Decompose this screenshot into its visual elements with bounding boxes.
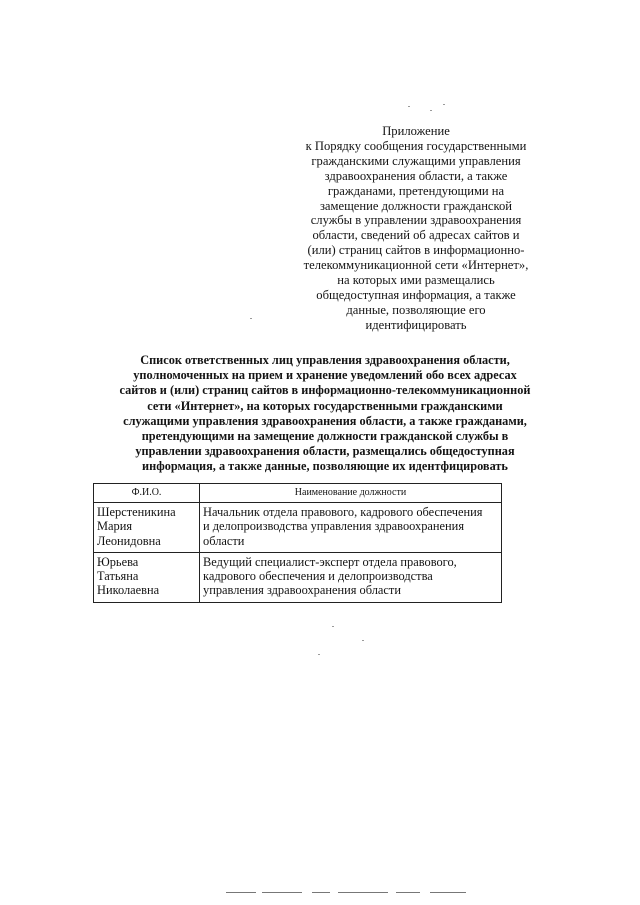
title-line: информация, а также данные, позволяющие их идентфицировать (142, 459, 508, 474)
scan-speck (408, 106, 410, 107)
position-line: Ведущий специалист-эксперт отдела правового, (203, 554, 457, 569)
appendix-line: общедоступная информация, а также (316, 287, 516, 302)
appendix-note (294, 124, 538, 333)
cell-full-name (94, 503, 200, 553)
position-line: Начальник отдела правового, кадрового обеспечения (203, 505, 483, 519)
appendix-line: телекоммуникационной сети «Интернет», (303, 258, 529, 273)
scan-speck (250, 318, 252, 319)
scan-speck (362, 640, 364, 641)
surname: Шерстеникина (97, 505, 176, 519)
appendix-line: здравоохранения области, а также (324, 168, 508, 183)
responsible-persons-table (93, 483, 502, 603)
title-line: Список ответственных лиц управления здравоохранения области, (140, 353, 510, 367)
table-header-row (94, 484, 502, 503)
title-line: служащими управления здравоохранения области, а также гражданами, (123, 413, 527, 428)
table-row (94, 503, 502, 553)
scan-edge-mark (338, 892, 388, 893)
appendix-line: гражданами, претендующими на (327, 183, 505, 198)
appendix-line: службы в управлении здравоохранения (310, 213, 522, 228)
first-name: Мария (97, 519, 133, 534)
header-position: Наименование должности (200, 484, 502, 503)
position-line: управления здравоохранения области (203, 583, 401, 598)
surname: Юрьева (97, 554, 139, 569)
scan-speck (318, 654, 320, 655)
title-line: управлении здравоохранения области, размещались общедоступная (135, 444, 515, 459)
header-full-name: Ф.И.О. (94, 484, 200, 503)
table-row (94, 552, 502, 602)
cell-position (200, 552, 502, 602)
scan-edge-mark (312, 892, 330, 893)
scan-speck (443, 104, 445, 105)
appendix-line: области, сведений об адресах сайтов и (312, 228, 520, 243)
first-name: Татьяна (97, 569, 139, 584)
scan-edge-mark (396, 892, 420, 893)
patronymic: Леонидовна (97, 533, 161, 548)
document-title (78, 353, 572, 475)
appendix-line: замещение должности гражданской (319, 198, 513, 213)
appendix-line: данные, позволяющие его (346, 302, 486, 317)
appendix-line: на которых ими размещались (337, 273, 495, 288)
title-line: сайтов и (или) страниц сайтов в информационно-телекоммуникационной (119, 383, 531, 398)
position-line: и делопроизводства управления здравоохранения (203, 519, 465, 534)
position-line: области (203, 533, 245, 548)
scan-speck (332, 626, 334, 627)
cell-full-name (94, 552, 200, 602)
scan-edge-mark (226, 892, 256, 893)
patronymic: Николаевна (97, 583, 160, 598)
title-line: уполномоченных на прием и хранение уведомлений обо всех адресах (133, 368, 517, 383)
appendix-line: гражданскими служащими управления (311, 153, 521, 168)
title-line: сети «Интернет», на которых государственными гражданскими (147, 398, 503, 413)
appendix-line: Приложение (382, 124, 450, 138)
scan-speck (430, 110, 432, 111)
cell-position (200, 503, 502, 553)
position-line: кадрового обеспечения и делопроизводства (203, 569, 433, 584)
appendix-line: к Порядку сообщения государственными (305, 138, 527, 153)
scan-edge-mark (262, 892, 302, 893)
appendix-line: (или) страниц сайтов в информационно- (307, 243, 525, 258)
title-line: претендующими на замещение должности гражданской службы в (141, 429, 509, 444)
scan-edge-mark (430, 892, 466, 893)
appendix-line: идентифицировать (365, 317, 467, 332)
